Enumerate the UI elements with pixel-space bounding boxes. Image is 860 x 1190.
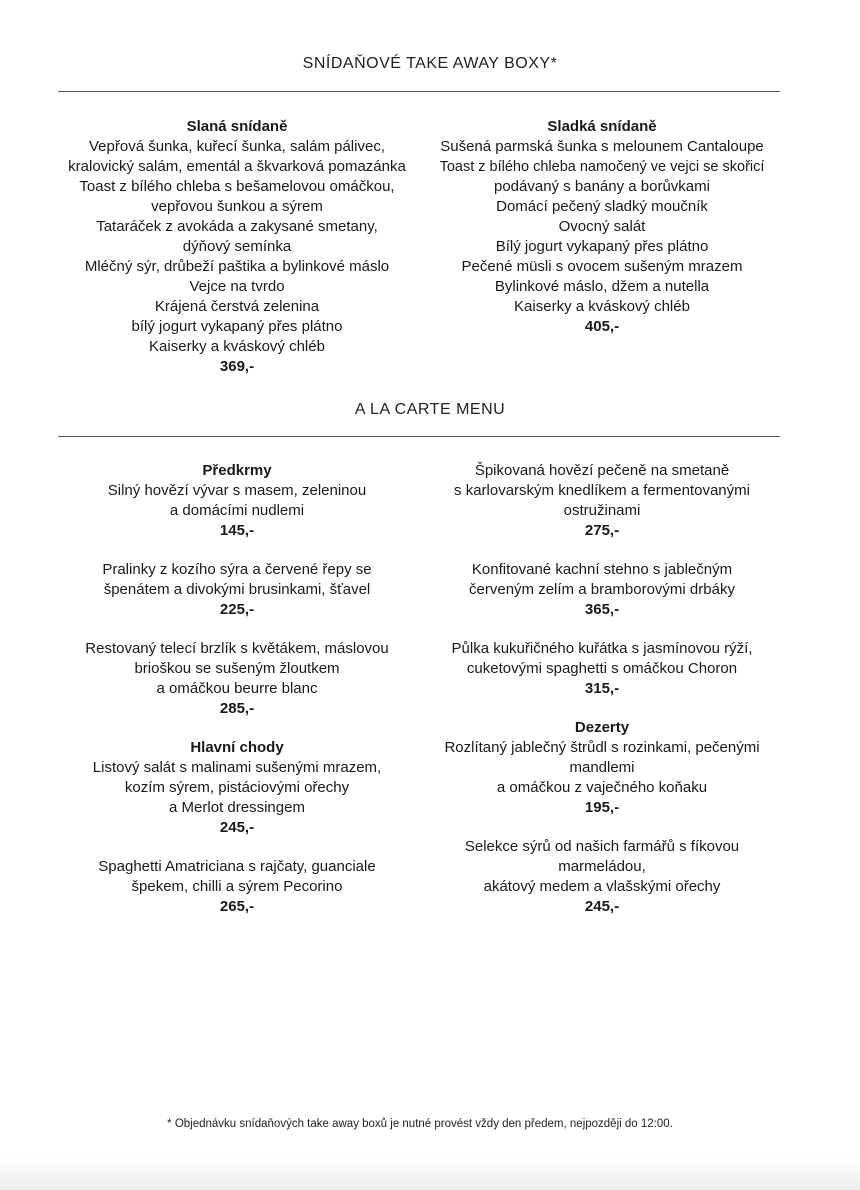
menu-line: a omáčkou z vaječného koňaku xyxy=(496,779,708,796)
menu-item-price: 275,- xyxy=(584,522,620,539)
alacarte-section-title: A LA CARTE MENU xyxy=(354,401,506,418)
menu-line: cuketovými spaghetti s omáčkou Choron xyxy=(466,660,738,677)
menu-item-price: 365,- xyxy=(584,601,620,618)
alacarte-right-column xyxy=(418,461,786,917)
menu-line: Silný hovězí vývar s masem, zeleninou xyxy=(107,482,367,499)
menu-line: Kaiserky a kváskový chléb xyxy=(514,298,690,315)
menu-line: dýňový semínka xyxy=(182,238,292,255)
menu-line: vepřovou šunkou a sýrem xyxy=(151,198,323,215)
menu-line: Krájená čerstvá zelenina xyxy=(154,298,320,315)
menu-item xyxy=(52,560,422,620)
menu-item xyxy=(418,639,786,699)
menu-line: ostružinami xyxy=(563,502,641,519)
breakfast-section-title: SNÍDAŇOVÉ TAKE AWAY BOXY* xyxy=(302,55,558,72)
menu-line: kozím sýrem, pistáciovými ořechy xyxy=(124,779,350,796)
menu-line: červeným zelím a bramborovými drbáky xyxy=(469,581,735,598)
menu-line: Vepřová šunka, kuřecí šunka, salám pálivec, xyxy=(89,138,385,155)
menu-line: špekem, chilli a sýrem Pecorino xyxy=(131,878,343,895)
menu-line: Listový salát s malinami sušenými mrazem, xyxy=(92,759,382,776)
menu-item xyxy=(418,461,786,541)
menu-line: brioškou se sušeným žloutkem xyxy=(134,660,340,677)
breakfast-divider xyxy=(58,91,780,92)
menu-line: Bílý jogurt vykapaný přes plátno xyxy=(495,238,709,255)
alacarte-left-column xyxy=(52,461,422,917)
menu-line: podávaný s banány a borůvkami xyxy=(494,178,710,195)
menu-line: Selekce sýrů od našich farmářů s fíkovou xyxy=(464,838,740,855)
menu-line: Toast z bílého chleba s bešamelovou omáčkou, xyxy=(79,178,395,195)
menu-item-price: 285,- xyxy=(219,700,255,717)
menu-item-price: 315,- xyxy=(584,680,620,697)
menu-line: kralovický salám, ementál a škvarková pomazánka xyxy=(68,158,406,175)
desserts-heading: Dezerty xyxy=(574,719,630,736)
menu-line: Mléčný sýr, drůbeží paštika a bylinkové máslo xyxy=(84,258,390,275)
menu-item-price: 245,- xyxy=(584,898,620,915)
menu-line: s karlovarským knedlíkem a fermentovanými xyxy=(454,482,750,499)
menu-line: Kaiserky a kváskový chléb xyxy=(149,338,325,355)
sweet-breakfast-block xyxy=(418,117,786,337)
sweet-breakfast-price: 405,- xyxy=(584,318,620,335)
menu-item xyxy=(52,481,422,541)
menu-item-price: 265,- xyxy=(219,898,255,915)
menu-line: akátový medem a vlašskými ořechy xyxy=(483,878,721,895)
mains-heading: Hlavní chody xyxy=(190,739,284,756)
menu-line: a Merlot dressingem xyxy=(169,799,305,816)
menu-item xyxy=(52,639,422,719)
menu-line: mandlemi xyxy=(569,759,635,776)
footnote: * Objednávku snídaňových take away boxů je nutné provést vždy den předem, nejpozději do 12:00. xyxy=(167,1118,673,1130)
starters-heading: Předkrmy xyxy=(202,462,272,479)
menu-line: Ovocný salát xyxy=(558,218,646,235)
menu-line: Konfitované kachní stehno s jablečným xyxy=(471,561,733,578)
menu-item xyxy=(418,738,786,818)
menu-line: bílý jogurt vykapaný přes plátno xyxy=(131,318,343,335)
menu-line: a domácími nudlemi xyxy=(169,502,305,519)
menu-line: Toast z bílého chleba namočený ve vejci se skořicí xyxy=(439,159,765,175)
menu-line: Tataráček z avokáda a zakysané smetany, xyxy=(96,218,378,235)
menu-item xyxy=(418,837,786,917)
menu-line: Sušená parmská šunka s melounem Cantaloupe xyxy=(440,138,764,155)
menu-line: Pralinky z kozího sýra a červené řepy se xyxy=(102,561,372,578)
menu-line: Restovaný telecí brzlík s květákem, máslovou xyxy=(85,640,389,657)
menu-line: špenátem a divokými brusinkami, šťavel xyxy=(103,581,371,598)
menu-line: Domácí pečený sladký moučník xyxy=(496,198,708,215)
menu-line: Vejce na tvrdo xyxy=(189,278,285,295)
menu-item-price: 225,- xyxy=(219,601,255,618)
menu-line: Spaghetti Amatriciana s rajčaty, guanciale xyxy=(98,858,376,875)
menu-line: a omáčkou beurre blanc xyxy=(156,680,318,697)
savory-breakfast-price: 369,- xyxy=(219,358,255,375)
menu-item xyxy=(52,857,422,917)
menu-item xyxy=(52,758,422,838)
menu-line: Půlka kukuřičného kuřátka s jasmínovou rýží, xyxy=(451,640,753,657)
page-bottom-shadow xyxy=(0,1155,860,1190)
menu-item-price: 195,- xyxy=(584,799,620,816)
sweet-breakfast-heading: Sladká snídaně xyxy=(547,118,657,135)
alacarte-divider xyxy=(58,436,780,437)
savory-breakfast-heading: Slaná snídaně xyxy=(186,118,288,135)
menu-line: Pečené müsli s ovocem sušeným mrazem xyxy=(461,258,743,275)
menu-line: Bylinkové máslo, džem a nutella xyxy=(494,278,710,295)
menu-line: marmeládou, xyxy=(558,858,646,875)
savory-breakfast-block xyxy=(52,117,422,377)
menu-item-price: 245,- xyxy=(219,819,255,836)
menu-item-price: 145,- xyxy=(219,522,255,539)
menu-line: Rozlítaný jablečný štrůdl s rozinkami, pečenými xyxy=(444,739,760,756)
menu-item xyxy=(418,560,786,620)
menu-line: Špikovaná hovězí pečeně na smetaně xyxy=(474,462,730,479)
